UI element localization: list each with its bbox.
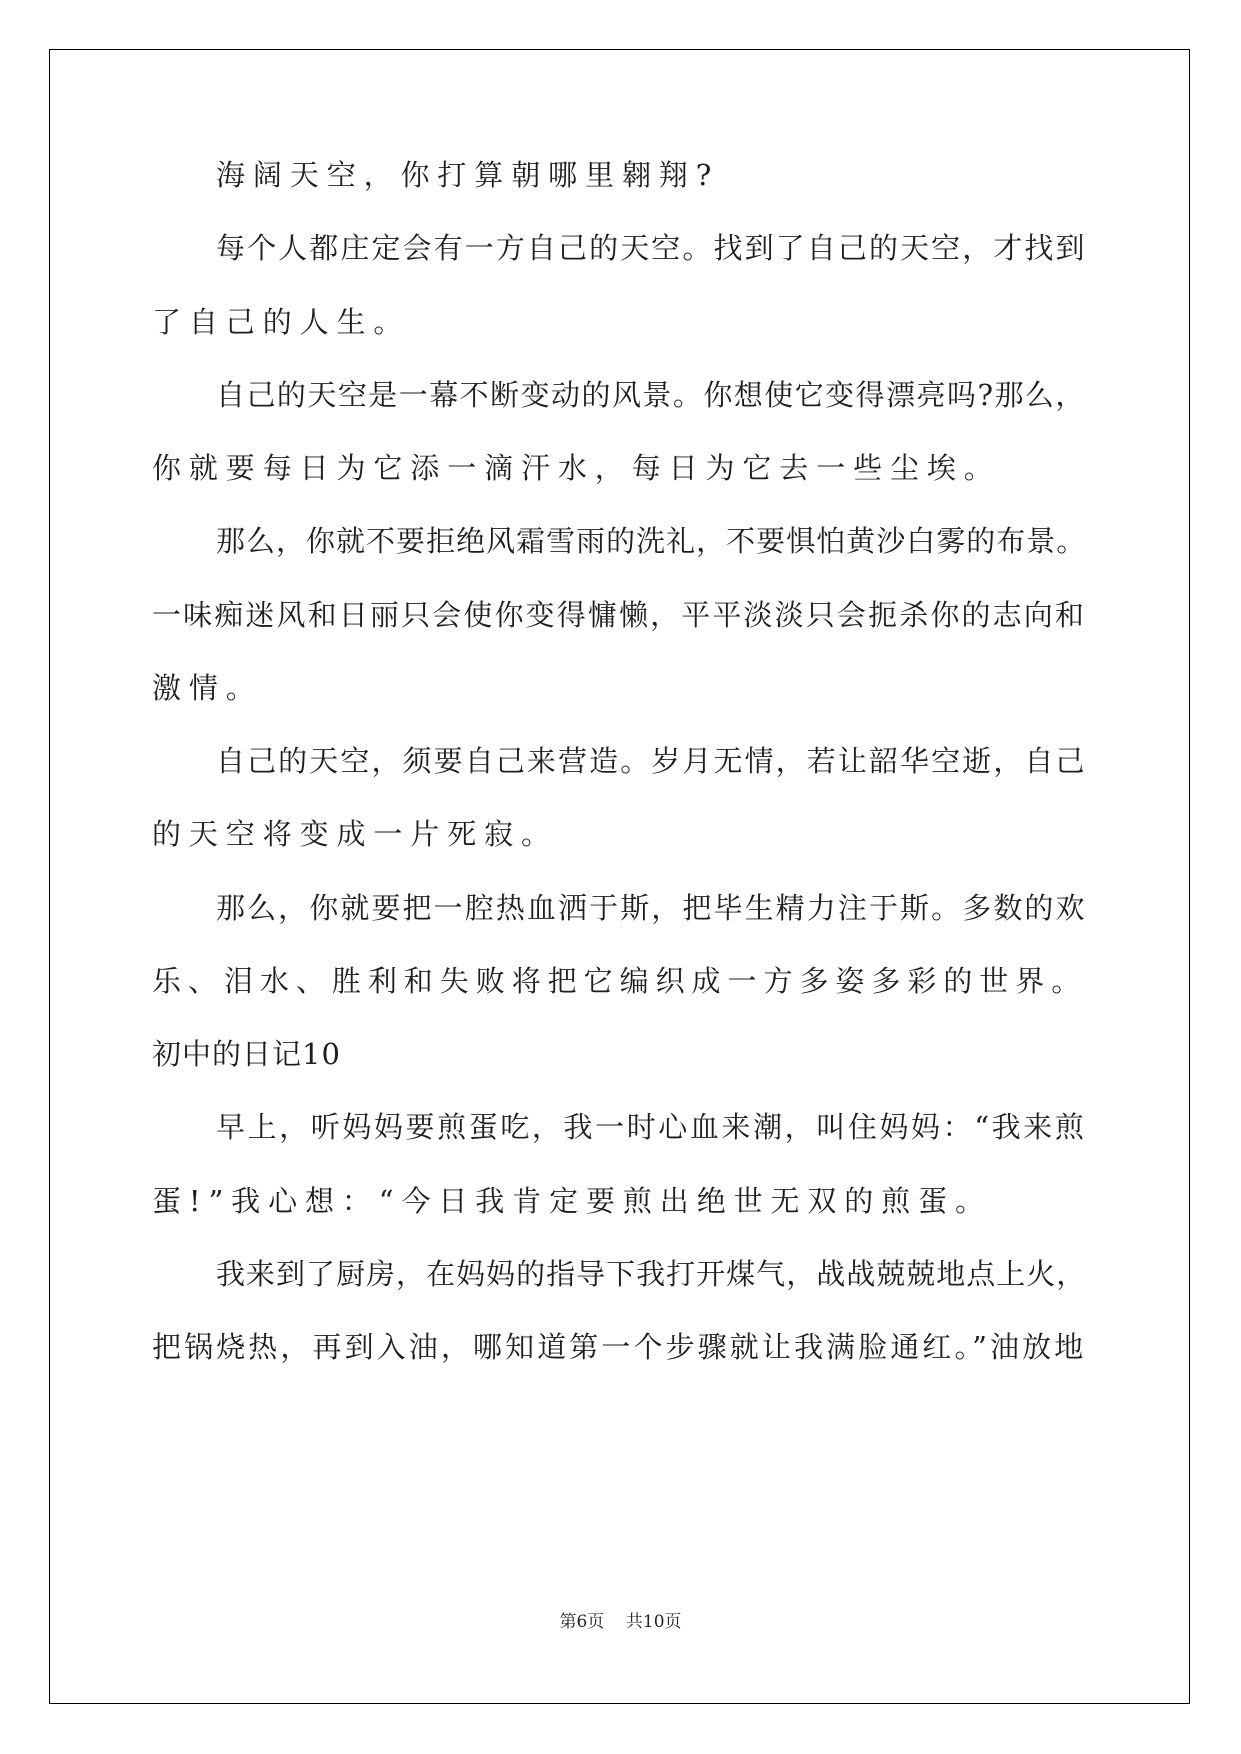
- paragraph-line: 的天空将变成一片死寂。: [152, 817, 558, 851]
- paragraph-line: 你就要每日为它添一滴汗水，每日为它去一些尘埃。: [152, 451, 1001, 485]
- paragraph-line: 蛋!”我心想：“今日我肯定要煎出绝世无双的煎蛋。: [152, 1184, 992, 1218]
- page-total: 共10页: [625, 1612, 682, 1632]
- paragraph-line: 一味痴迷风和日丽只会使你变得慵懒，平平淡淡只会扼杀你的志向和: [152, 598, 1087, 632]
- paragraph-line: 那么，你就不要拒绝风霜雪雨的洗礼，不要惧怕黄沙白雾的布景。: [216, 524, 1087, 558]
- paragraph-line: 把锅烧热，再到入油，哪知道第一个步骤就让我满脸通红。”油放地: [152, 1330, 1087, 1364]
- paragraph-line: 激情。: [152, 671, 263, 705]
- paragraph-line: 海阔天空，你打算朝哪里翱翔?: [216, 158, 720, 192]
- page-number: 第6页: [559, 1612, 605, 1632]
- page-border: [49, 49, 1190, 1704]
- paragraph-line: 乐、泪水、胜利和失败将把它编织成一方多姿多彩的世界。: [152, 964, 1088, 998]
- paragraph-line: 早上，听妈妈要煎蛋吃，我一时心血来潮，叫住妈妈：“我来煎: [216, 1110, 1087, 1144]
- paragraph-line: 那么，你就要把一腔热血洒于斯，把毕生精力注于斯。多数的欢: [216, 891, 1087, 925]
- paragraph-line: 自己的天空是一幕不断变动的风景。你想使它变得漂亮吗?那么，: [216, 378, 1086, 412]
- paragraph-line: 了自己的人生。: [152, 305, 411, 339]
- paragraph-line: 每个人都庄定会有一方自己的天空。找到了自己的天空，才找到: [216, 231, 1087, 265]
- paragraph-line: 我来到了厨房，在妈妈的指导下我打开煤气，战战兢兢地点上火，: [216, 1257, 1087, 1291]
- page-footer: [0, 1607, 1241, 1632]
- paragraph-line: 自己的天空，须要自己来营造。岁月无情，若让韶华空逝，自己: [216, 744, 1087, 778]
- section-heading: 初中的日记10: [152, 1037, 341, 1071]
